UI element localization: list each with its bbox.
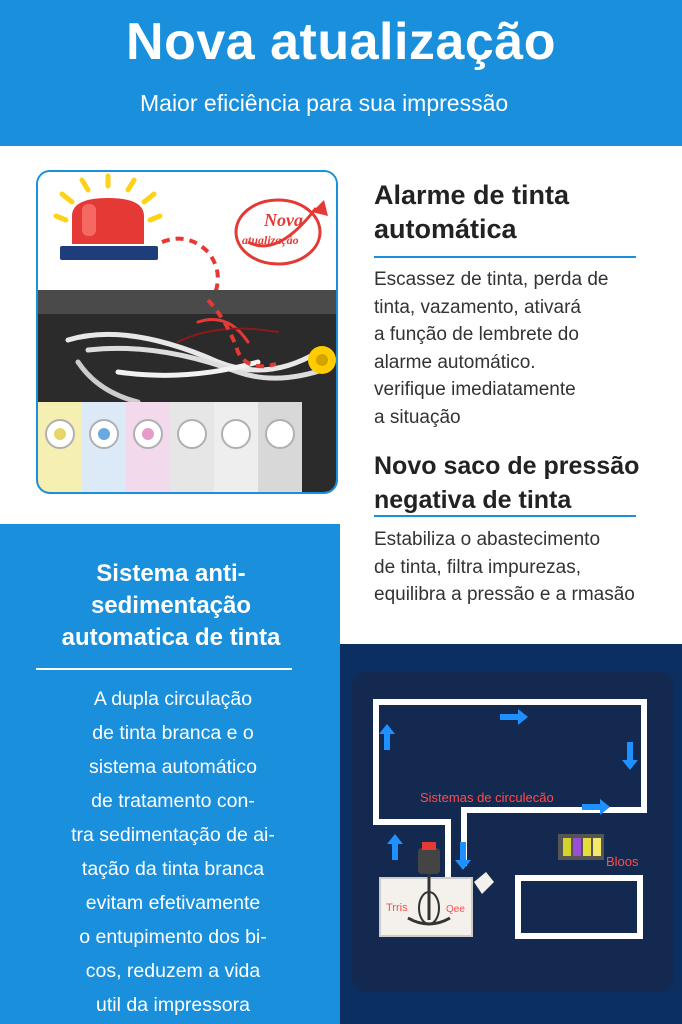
pressure-title-line: negativa de tinta [374,486,572,514]
divider [374,256,636,258]
anti-sediment-panel [0,524,340,1024]
pressure-title-line: Novo saco de pressão [374,452,640,480]
alarm-text-line: tinta, vazamento, ativará [374,296,581,318]
anti-sediment-text-line: o entupimento dos bi- [79,926,267,948]
anti-sediment-text-line: de tratamento con- [91,790,255,812]
page-subtitle: Maior eficiência para sua impressão [140,90,509,116]
alarm-text-line: Escassez de tinta, perda de [374,269,609,290]
anti-sediment-text-line: util da impressora [96,994,250,1016]
header-banner [0,0,682,146]
pressure-title [374,449,674,517]
pressure-text-line: equilibra a pressão e a rmasão [374,584,635,605]
tank-label-right: Qee [446,904,465,915]
ink-system-illustration [38,172,338,494]
cartridge-icon [558,834,604,860]
alarm-text-line: a função de lembrete do [374,324,579,345]
anti-sediment-text-line: A dupla circulação [93,688,253,710]
alarm-title-line: automática [374,214,517,244]
circulation-diagram [352,672,674,992]
anti-sediment-title [36,558,306,654]
anti-sediment-title-line: sedimentação [90,592,252,619]
page-title: Nova atualização [126,13,556,71]
anti-sediment-text-line: de tinta branca e o [92,722,254,744]
pressure-text-line: de tinta, filtra impurezas, [374,556,581,578]
anti-sediment-text-line: evitam efetivamente [85,892,261,914]
anti-sediment-text-line: tação da tinta branca [81,858,265,880]
alarm-text-line: verifique imediatamente [374,379,576,400]
tank-label-left: Trris [386,902,408,914]
pressure-text [374,526,674,609]
anti-sediment-title-line: automatica de tinta [61,624,281,651]
anti-sediment-title-line: Sistema anti- [96,560,246,587]
alarm-text-line: a situação [374,406,461,428]
circulation-panel [340,644,682,1024]
anti-sediment-text [48,682,298,1022]
anti-sediment-text-line: tra sedimentação de ai- [71,824,275,846]
pressure-text-line: Estabiliza o abastecimento [374,529,601,550]
divider [374,515,636,517]
badge-text-1: Nova [264,210,303,230]
alarm-text [374,266,664,431]
circulation-label: Sistemas de circulecão [420,790,554,805]
alarm-title [374,178,664,246]
anti-sediment-text-line: cos, reduzem a vida [85,960,261,982]
alarm-title-line: Alarme de tinta [374,180,570,210]
ink-alarm-photo [36,170,338,494]
bloos-label: Bloos [606,854,639,869]
badge-text-2: atualização [242,233,299,247]
alarm-text-line: alarme automático. [374,351,536,373]
divider [36,668,292,670]
circulation-loop [352,672,674,992]
anti-sediment-text-line: sistema automático [89,756,257,778]
